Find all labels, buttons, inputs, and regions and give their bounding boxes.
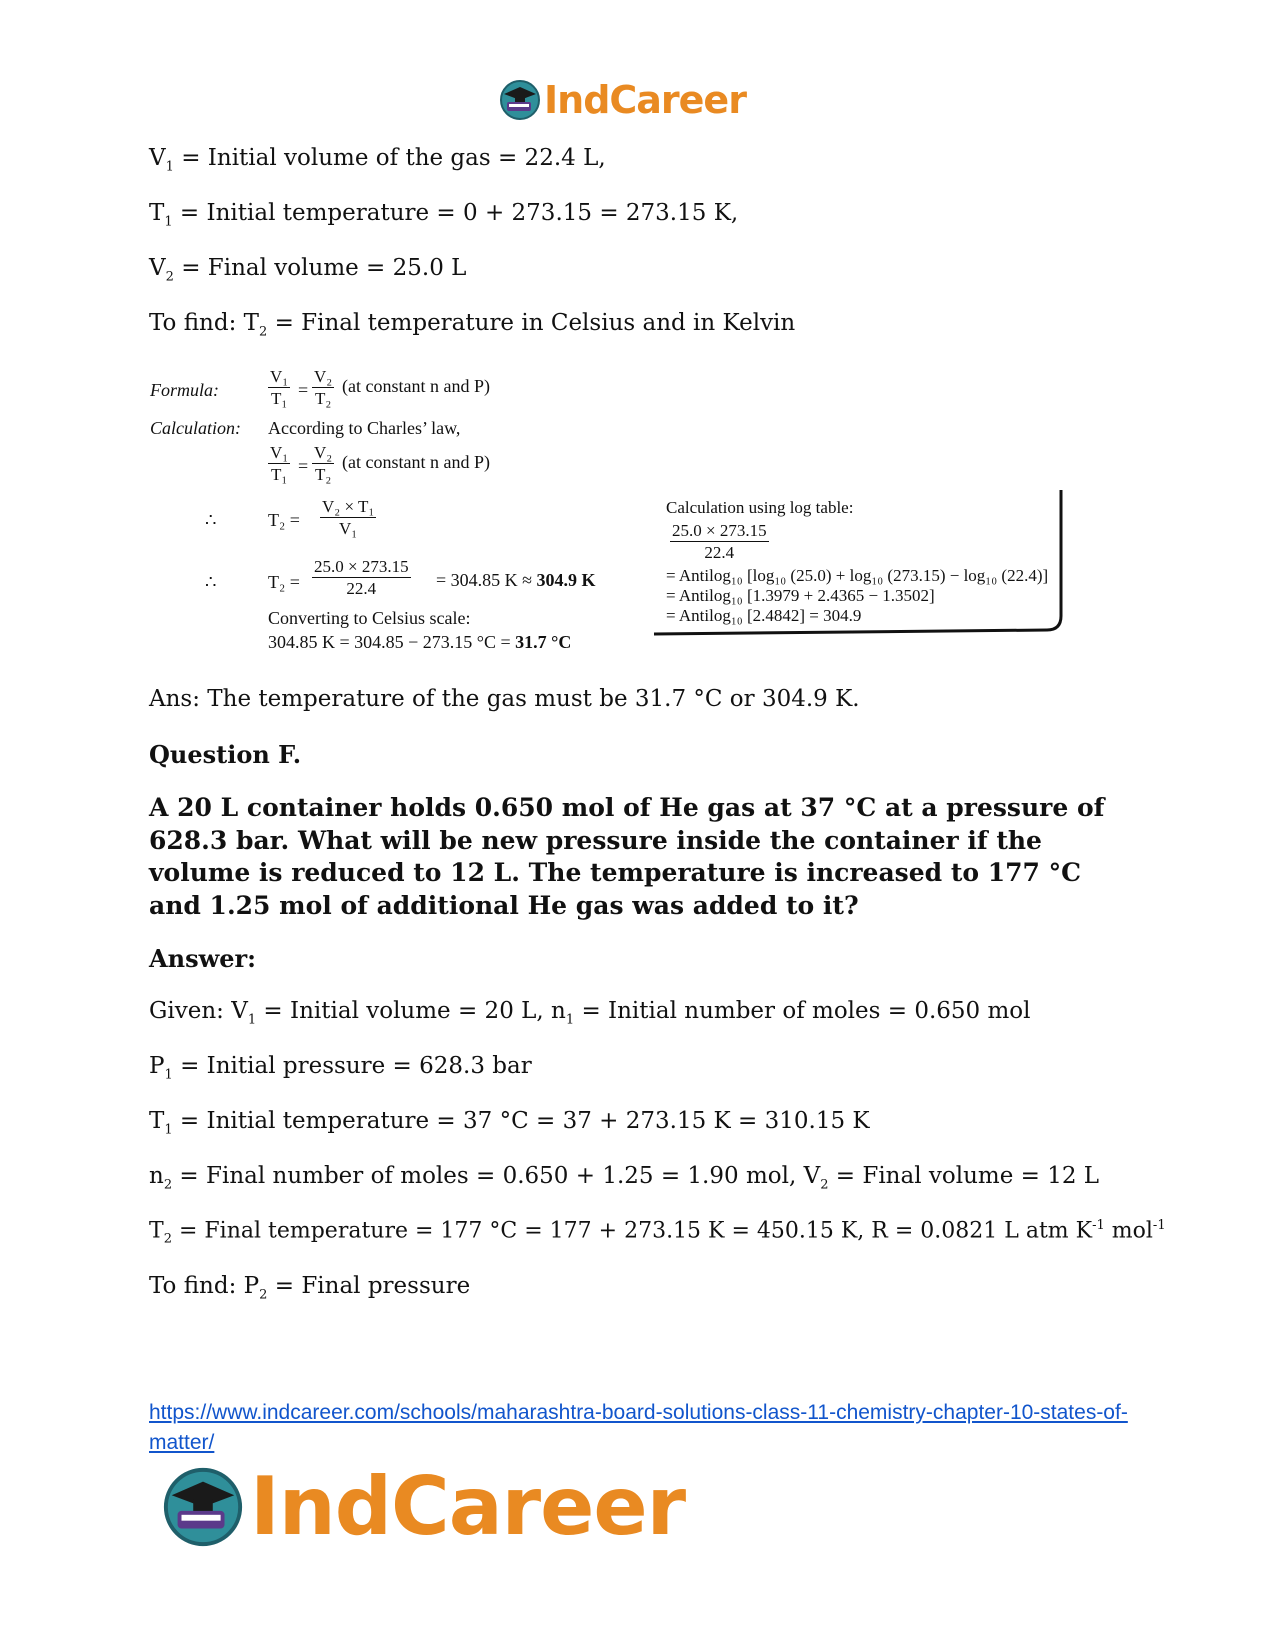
source-link[interactable]: https://www.indcareer.com/schools/maharashtra-board-solutions-class-11-chemistry-chapter-10-states-of-matter/ [149, 1401, 1128, 1454]
given-line-4: $n_2$ = Final number of moles = 0.650 + 1.25 = 1.90 mol, $V_2$ = Final volume = 12 L [149, 1163, 1100, 1193]
log-step-1: = Antilog₁₀ [log₁₀ (25.0) + log₁₀ (273.15) − log₁₀ (22.4)] [666, 566, 1049, 585]
calculation-figure: Formula: $\frac{\text{V₁}}{\text{T₁}}$ = $\frac{\text{V₂}}{\text{T₂}}$ (at constant n and P) Calculation: According to Charles’ law, $\frac{\text{V₁}}{\text{T₁}}$ = $\frac{\text{V₂}}{\text{T₂}}$ (at constant n and P) ∴ T₂ = $\frac{\text{V₂ × T₁}}{\text{V₁}}$ ∴ T₂ = $\frac{25.0 \times 273.15}{22.4}$ = 304.85 K ≈ 304.9 K Converting to Celsius scale: 304.85 K = 304.85 − 273.15 °C = 31.7 °C Calculation using log table: $\frac{25.0 \times 273.15}{22.4}$ = Antilog₁₀ [log₁₀ (25.0) + log₁₀ (273.15) − log₁₀ (22.4)] = Antilog₁₀ [1.3979 + 2.4365 − 1.3502] = Antilog₁₀ [2.4842] = 304.9 [150, 380, 1120, 680]
therefore-symbol-2: ∴ [205, 572, 217, 592]
at-constant-note-2: (at constant n and P) [342, 452, 490, 472]
t2-result: = 304.85 K ≈ 304.9 K [436, 570, 596, 590]
to-find-t2: To find: $T_2$ = Final temperature in Celsius and in Kelvin [149, 310, 796, 340]
question-heading: Question F. [149, 740, 302, 769]
convert-text: Converting to Celsius scale: [268, 608, 471, 628]
given-line-6: To find: $P_2$ = Final pressure [149, 1273, 471, 1303]
given-line-3: $T_1$ = Initial temperature = 37 °C = 37 + 273.15 K = 310.15 K [149, 1108, 870, 1138]
footer-logo [160, 1460, 686, 1553]
t2-equals: T₂ = [268, 510, 300, 530]
given-v1: $V_1$ = Initial volume of the gas = 22.4 L, [149, 145, 606, 175]
given-line-5: $T_2$ = Final temperature = 177 °C = 177 + 273.15 K = 450.15 K, R = 0.0821 L atm $K^{-1}$ mol$^{-1}$ [149, 1218, 1166, 1247]
graduation-cap-book-icon [160, 1464, 246, 1550]
therefore-symbol: ∴ [205, 510, 217, 530]
celsius-result: 304.85 K = 304.85 − 273.15 °C = 31.7 °C [268, 632, 572, 652]
t2-equals-2: T₂ = [268, 572, 300, 592]
given-line-1: Given: $V_1$ = Initial volume = 20 L, $n_1$ = Initial number of moles = 0.650 mol [149, 998, 1031, 1028]
log-table-bracket [650, 488, 1070, 638]
frac-calc: $\frac{25.0 \times 273.15}{22.4}$ [314, 557, 409, 598]
graduation-cap-book-icon [498, 78, 542, 122]
question-text: A 20 L container holds 0.650 mol of He gas at 37 °C at a pressure of 628.3 bar. What will be new pressure inside the container if the volume is reduced to 12 L. The temperature is increased to 177 °C and 1.25 mol of additional He gas was added to it? [149, 793, 1105, 920]
frac-v1-t1-2: $\frac{\text{V₁}}{\text{T₁}}$ [270, 443, 289, 484]
calculation-label: Calculation: [150, 418, 241, 438]
answer-line: Ans: The temperature of the gas must be 31.7 °C or 304.9 K. [149, 686, 860, 712]
header-logo [498, 78, 746, 122]
log-step-2: = Antilog₁₀ [1.3979 + 2.4365 − 1.3502] [666, 586, 935, 605]
brand-name-large: IndCareer [250, 1460, 686, 1553]
brand-name: IndCareer [544, 78, 746, 122]
frac-v2t1-v1: $\frac{\text{V₂ × T₁}}{\text{V₁}}$ [322, 497, 375, 538]
frac-v1-t1: $\frac{\text{V₁}}{\text{T₁}}$ [270, 367, 289, 408]
frac-v2-t2: $\frac{\text{V₂}}{\text{T₂}}$ [314, 367, 333, 408]
given-t1: $T_1$ = Initial temperature = 0 + 273.15 = 273.15 K, [149, 200, 739, 230]
charles-law-text: According to Charles’ law, [268, 418, 461, 438]
given-v2: $V_2$ = Final volume = 25.0 L [149, 255, 467, 285]
frac-v2-t2-2: $\frac{\text{V₂}}{\text{T₂}}$ [314, 443, 333, 484]
log-fraction: $\frac{25.0 \times 273.15}{22.4}$ [672, 521, 767, 562]
answer-heading: Answer: [149, 944, 257, 973]
formula-label: Formula: [150, 380, 219, 400]
log-step-3: = Antilog₁₀ [2.4842] = 304.9 [666, 606, 862, 625]
log-table-title: Calculation using log table: [666, 498, 854, 517]
at-constant-note: (at constant n and P) [342, 376, 490, 396]
given-line-2: $P_1$ = Initial pressure = 628.3 bar [149, 1053, 532, 1083]
